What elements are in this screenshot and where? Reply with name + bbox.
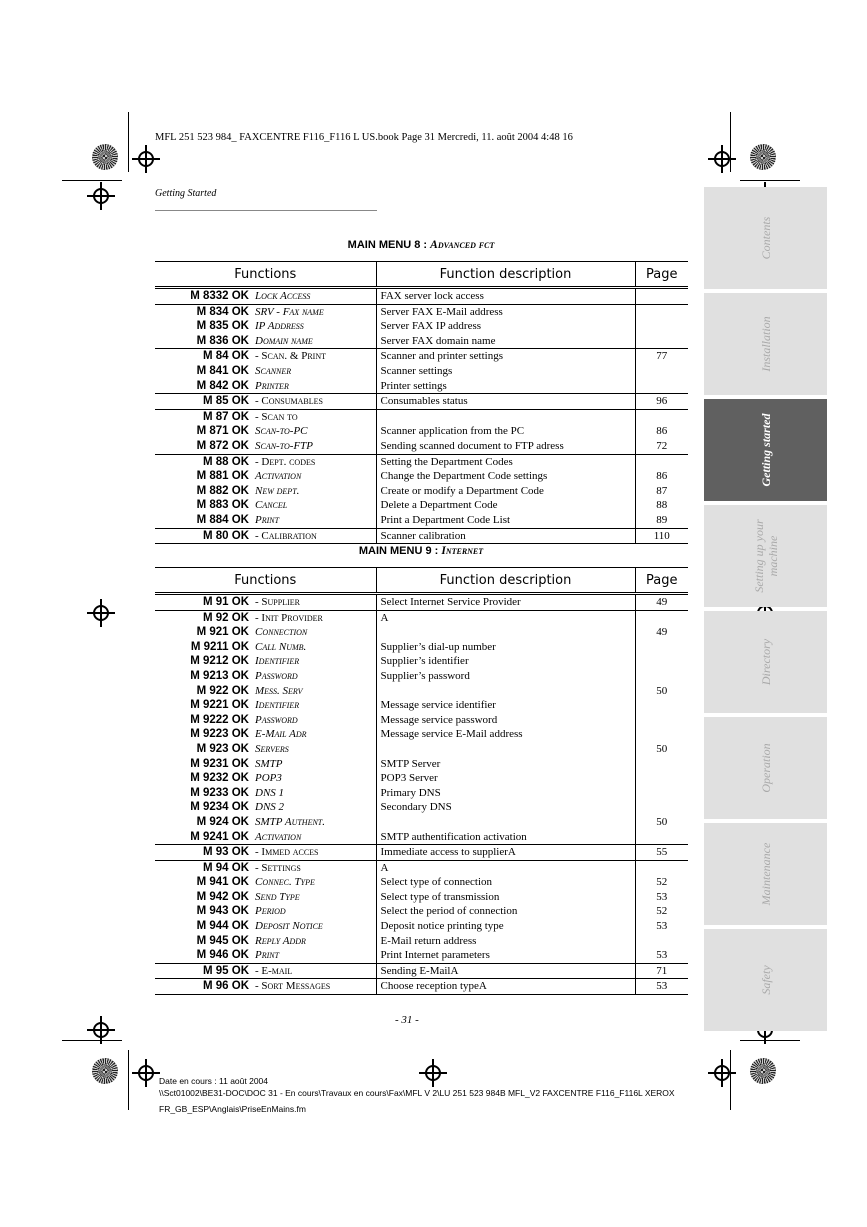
function-description: Message service E-Mail address	[376, 727, 635, 742]
function-name: New dept.	[255, 484, 300, 497]
function-code: M 9232 OK	[190, 772, 249, 785]
menu9-table	[155, 567, 688, 995]
function-page	[635, 334, 688, 349]
function-name: Scanner	[255, 364, 292, 377]
table-row	[155, 394, 688, 410]
function-page	[635, 830, 688, 845]
function-description: Supplier’s identifier	[376, 654, 635, 669]
registration-disc-icon	[92, 144, 118, 170]
table-row	[155, 334, 688, 349]
function-page	[635, 727, 688, 742]
tab-setting-up[interactable]	[704, 505, 827, 607]
table-row	[155, 742, 688, 757]
function-name: - Init Provider	[255, 610, 376, 625]
function-page: 50	[635, 684, 688, 699]
function-page: 96	[635, 394, 688, 410]
function-code: M 84 OK	[155, 349, 255, 364]
registration-target-icon	[714, 1065, 730, 1081]
print-header-line: MFL 251 523 984_ FAXCENTRE F116_F116 L US.book Page 31 Mercredi, 11. août 2004 4:48 16	[155, 132, 573, 143]
function-code: M 88 OK	[155, 454, 255, 469]
function-page: 110	[635, 528, 688, 544]
function-description: E-Mail return address	[376, 934, 635, 949]
function-description	[376, 684, 635, 699]
function-description	[376, 625, 635, 640]
function-code: M 94 OK	[155, 860, 255, 875]
function-name: Send Type	[255, 890, 300, 903]
function-code: M 9211 OK	[190, 640, 249, 653]
function-code: M 871 OK	[196, 425, 249, 438]
function-code: M 9234 OK	[190, 801, 249, 814]
table-row	[155, 484, 688, 499]
table-row	[155, 771, 688, 786]
footer-date: Date en cours : 11 août 2004	[159, 1076, 269, 1086]
function-page	[635, 860, 688, 875]
function-description: Supplier’s dial-up number	[376, 640, 635, 655]
function-code: M 9241 OK	[190, 830, 249, 843]
registration-target-icon	[93, 605, 109, 621]
table-row	[155, 439, 688, 454]
function-page: 52	[635, 875, 688, 890]
function-description: SMTP authentification activation	[376, 830, 635, 845]
function-description: SMTP Server	[376, 757, 635, 772]
function-name: - Settings	[255, 860, 376, 875]
function-description: Select the period of connection	[376, 904, 635, 919]
table-row	[155, 513, 688, 528]
function-code: M 93 OK	[155, 845, 255, 861]
menu8-table	[155, 261, 688, 544]
function-name: Password	[255, 713, 298, 726]
function-name: - Supplier	[255, 596, 300, 608]
function-code: M 882 OK	[196, 484, 249, 497]
function-code: M 945 OK	[196, 934, 249, 947]
crop-mark	[128, 112, 129, 172]
function-description: Deposit notice printing type	[376, 919, 635, 934]
function-name: Cancel	[255, 499, 288, 512]
function-name: Domain name	[255, 334, 313, 347]
function-description: Primary DNS	[376, 786, 635, 801]
table-row	[155, 979, 688, 995]
function-code: M 921 OK	[196, 626, 249, 639]
running-head-rule	[155, 210, 377, 211]
description-header: Function description	[376, 568, 635, 594]
table-row	[155, 424, 688, 439]
table-row	[155, 713, 688, 728]
table-row	[155, 684, 688, 699]
table-row	[155, 654, 688, 669]
description-header: Function description	[376, 262, 635, 288]
function-description: Supplier’s password	[376, 669, 635, 684]
table-row	[155, 875, 688, 890]
function-description	[376, 409, 635, 424]
table-row	[155, 625, 688, 640]
function-description	[376, 742, 635, 757]
page-number: - 31 -	[395, 1014, 419, 1026]
functions-header: Functions	[155, 568, 376, 594]
function-name: - Consumables	[255, 394, 376, 410]
table-row	[155, 845, 688, 861]
function-description: Scanner settings	[376, 364, 635, 379]
function-name: Scan-to-FTP	[255, 439, 314, 452]
function-name: IP Address	[255, 320, 304, 333]
function-name: Connection	[255, 626, 308, 639]
table-row	[155, 786, 688, 801]
tab-getting-started[interactable]: Getting started	[704, 399, 827, 501]
function-page	[635, 640, 688, 655]
table-row	[155, 934, 688, 949]
function-description: Scanner and printer settings	[376, 349, 635, 364]
function-code: M 9222 OK	[190, 713, 249, 726]
function-code: M 872 OK	[196, 439, 249, 452]
table-row	[155, 698, 688, 713]
function-code: M 8332 OK	[190, 290, 249, 302]
tab-installation[interactable]: Installation	[704, 293, 827, 395]
table-row	[155, 594, 688, 611]
function-code: M 9212 OK	[190, 655, 249, 668]
function-page: 55	[635, 845, 688, 861]
function-code: M 941 OK	[196, 876, 249, 889]
function-description: Secondary DNS	[376, 800, 635, 815]
function-page	[635, 409, 688, 424]
menu9-title	[155, 545, 687, 557]
function-name: Mess. Serv	[255, 684, 303, 697]
function-page: 50	[635, 742, 688, 757]
function-name: Call Numb.	[255, 640, 307, 653]
function-name: Print	[255, 513, 280, 526]
function-name: Activation	[255, 830, 302, 843]
function-page: 77	[635, 349, 688, 364]
function-page	[635, 786, 688, 801]
function-code: M 836 OK	[196, 334, 249, 347]
function-description: Server FAX domain name	[376, 334, 635, 349]
table-row	[155, 919, 688, 934]
function-page: 53	[635, 890, 688, 905]
crop-mark	[740, 1040, 800, 1041]
function-page	[635, 771, 688, 786]
table-row	[155, 454, 688, 469]
function-code: M 842 OK	[196, 379, 249, 392]
table-row	[155, 319, 688, 334]
function-description: Scanner calibration	[376, 528, 635, 544]
function-name: - Calibration	[255, 528, 376, 544]
registration-target-icon	[425, 1065, 441, 1081]
function-code: M 883 OK	[196, 499, 249, 512]
function-name: SRV - Fax name	[255, 304, 376, 319]
function-description: Select type of transmission	[376, 890, 635, 905]
function-name: SMTP	[255, 757, 283, 770]
function-page	[635, 319, 688, 334]
function-page: 49	[635, 594, 688, 611]
table-row	[155, 304, 688, 319]
function-description: Immediate access to supplierA	[376, 845, 635, 861]
function-name: - Dept. codes	[255, 454, 376, 469]
table-row	[155, 379, 688, 394]
registration-disc-icon	[750, 144, 776, 170]
function-code: M 922 OK	[196, 684, 249, 697]
table-row	[155, 890, 688, 905]
function-description: Select Internet Service Provider	[376, 594, 635, 611]
table-row	[155, 904, 688, 919]
tab-contents[interactable]: Contents	[704, 187, 827, 289]
function-page	[635, 454, 688, 469]
table-row	[155, 498, 688, 513]
function-page	[635, 379, 688, 394]
registration-disc-icon	[750, 1058, 776, 1084]
function-code: M 835 OK	[196, 320, 249, 333]
function-page: 53	[635, 919, 688, 934]
function-page: 53	[635, 948, 688, 963]
registration-target-icon	[138, 1065, 154, 1081]
function-code: M 943 OK	[196, 905, 249, 918]
table-row	[155, 727, 688, 742]
menu8-title	[155, 239, 687, 251]
function-code: M 9231 OK	[190, 757, 249, 770]
function-code: M 923 OK	[196, 742, 249, 755]
function-description	[376, 815, 635, 830]
registration-disc-icon	[92, 1058, 118, 1084]
crop-mark	[740, 180, 800, 181]
crop-mark	[62, 180, 122, 181]
function-page	[635, 654, 688, 669]
function-page	[635, 304, 688, 319]
tab-safety[interactable]: Safety	[704, 929, 827, 1031]
function-page	[635, 364, 688, 379]
menu9-subtitle: Internet	[441, 545, 484, 557]
function-description: Message service identifier	[376, 698, 635, 713]
function-name: Identifier	[255, 655, 300, 668]
table-row	[155, 757, 688, 772]
menu8-subtitle: Advanced fct	[430, 239, 495, 251]
function-description: Scanner application from the PC	[376, 424, 635, 439]
menu9-title-text: MAIN MENU 9 :	[358, 545, 442, 557]
table-row	[155, 800, 688, 815]
function-page: 86	[635, 469, 688, 484]
table-row	[155, 860, 688, 875]
function-page: 88	[635, 498, 688, 513]
table-row	[155, 409, 688, 424]
function-name: Deposit Notice	[255, 920, 323, 933]
function-code: M 944 OK	[196, 920, 249, 933]
table-row	[155, 364, 688, 379]
page-header: Page	[635, 568, 688, 594]
function-page	[635, 800, 688, 815]
function-name: Activation	[255, 470, 302, 483]
footer-path: \\Sct01002\BE31-DOC\DOC 31 - En cours\Travaux en cours\Fax\MFL V 2\LU 251 523 984B MFL_V2 FAXCENTRE F116_F116L XEROX	[159, 1088, 675, 1098]
function-name: Period	[255, 905, 286, 918]
function-name: E-Mail Adr	[255, 728, 307, 741]
function-code: M 96 OK	[155, 979, 255, 995]
function-page	[635, 698, 688, 713]
function-name: - E-mail	[255, 963, 376, 979]
function-code: M 841 OK	[196, 364, 249, 377]
table-row	[155, 830, 688, 845]
function-page	[635, 934, 688, 949]
function-name: Identifier	[255, 699, 300, 712]
crop-mark	[730, 1050, 731, 1110]
function-page: 86	[635, 424, 688, 439]
function-code: M 9221 OK	[190, 699, 249, 712]
function-name: DNS 1	[255, 786, 285, 799]
function-code: M 884 OK	[196, 513, 249, 526]
table-row	[155, 640, 688, 655]
menu8-title-text: MAIN MENU 8 :	[347, 239, 431, 251]
tab-setting-up-label: Setting up your machine	[751, 519, 780, 593]
function-page	[635, 757, 688, 772]
function-name: Lock Access	[255, 290, 311, 302]
function-description: Change the Department Code settings	[376, 469, 635, 484]
function-name: Scan-to-PC	[255, 425, 308, 438]
table-row	[155, 288, 688, 305]
function-description: Sending E-MailA	[376, 963, 635, 979]
function-name: Password	[255, 669, 298, 682]
function-code: M 85 OK	[155, 394, 255, 410]
table-row	[155, 528, 688, 544]
function-description: Consumables status	[376, 394, 635, 410]
function-page	[635, 610, 688, 625]
table-row	[155, 669, 688, 684]
functions-header: Functions	[155, 262, 376, 288]
page-header: Page	[635, 262, 688, 288]
function-page: 87	[635, 484, 688, 499]
tab-directory[interactable]: Directory	[704, 611, 827, 713]
function-code: M 9233 OK	[190, 786, 249, 799]
function-code: M 91 OK	[202, 596, 249, 608]
footer-path-continued: FR_GB_ESP\Anglais\PriseEnMains.fm	[159, 1104, 306, 1114]
function-name: Reply Addr	[255, 934, 306, 947]
registration-target-icon	[714, 151, 730, 167]
function-description: A	[376, 860, 635, 875]
function-description: Choose reception typeA	[376, 979, 635, 995]
function-description: Print Internet parameters	[376, 948, 635, 963]
function-code: M 92 OK	[155, 610, 255, 625]
table-row	[155, 610, 688, 625]
table-row	[155, 815, 688, 830]
function-name: Connec. Type	[255, 876, 315, 889]
function-name: Servers	[255, 742, 289, 755]
function-code: M 87 OK	[155, 409, 255, 424]
function-name: POP3	[255, 772, 282, 785]
running-head: Getting Started	[155, 188, 217, 199]
function-name: DNS 2	[255, 801, 285, 814]
function-code: M 834 OK	[155, 304, 255, 319]
crop-mark	[128, 1050, 129, 1110]
function-page	[635, 288, 688, 305]
function-code: M 946 OK	[196, 949, 249, 962]
function-name: SMTP Authent.	[255, 815, 325, 828]
function-description: Delete a Department Code	[376, 498, 635, 513]
crop-mark	[62, 1040, 122, 1041]
function-description: A	[376, 610, 635, 625]
function-page	[635, 669, 688, 684]
function-page: 72	[635, 439, 688, 454]
function-name: Print	[255, 949, 280, 962]
function-page: 89	[635, 513, 688, 528]
function-description: Sending scanned document to FTP adress	[376, 439, 635, 454]
function-name: - Scan to	[255, 409, 376, 424]
registration-target-icon	[93, 1022, 109, 1038]
tab-operation[interactable]: Operation	[704, 717, 827, 819]
registration-target-icon	[93, 188, 109, 204]
function-code: M 9213 OK	[190, 669, 249, 682]
function-code: M 95 OK	[155, 963, 255, 979]
function-name: - Sort Messages	[255, 979, 376, 995]
function-description: Server FAX IP address	[376, 319, 635, 334]
function-page	[635, 713, 688, 728]
registration-target-icon	[138, 151, 154, 167]
function-description: Print a Department Code List	[376, 513, 635, 528]
function-name: - Immed acces	[255, 845, 376, 861]
crop-mark	[730, 112, 731, 172]
function-page: 52	[635, 904, 688, 919]
function-code: M 80 OK	[155, 528, 255, 544]
function-description: FAX server lock access	[376, 288, 635, 305]
function-page: 50	[635, 815, 688, 830]
function-page: 49	[635, 625, 688, 640]
function-page: 71	[635, 963, 688, 979]
function-name: - Scan. & Print	[255, 349, 376, 364]
function-name: Printer	[255, 379, 289, 392]
function-description: POP3 Server	[376, 771, 635, 786]
function-code: M 924 OK	[196, 815, 249, 828]
function-code: M 9223 OK	[190, 728, 249, 741]
function-description: Printer settings	[376, 379, 635, 394]
function-description: Setting the Department Codes	[376, 454, 635, 469]
function-page: 53	[635, 979, 688, 995]
table-row	[155, 349, 688, 364]
function-code: M 942 OK	[196, 890, 249, 903]
table-row	[155, 963, 688, 979]
function-description: Message service password	[376, 713, 635, 728]
function-description: Create or modify a Department Code	[376, 484, 635, 499]
function-code: M 881 OK	[196, 470, 249, 483]
table-row	[155, 948, 688, 963]
tab-maintenance[interactable]: Maintenance	[704, 823, 827, 925]
function-description: Server FAX E-Mail address	[376, 304, 635, 319]
table-row	[155, 469, 688, 484]
function-description: Select type of connection	[376, 875, 635, 890]
